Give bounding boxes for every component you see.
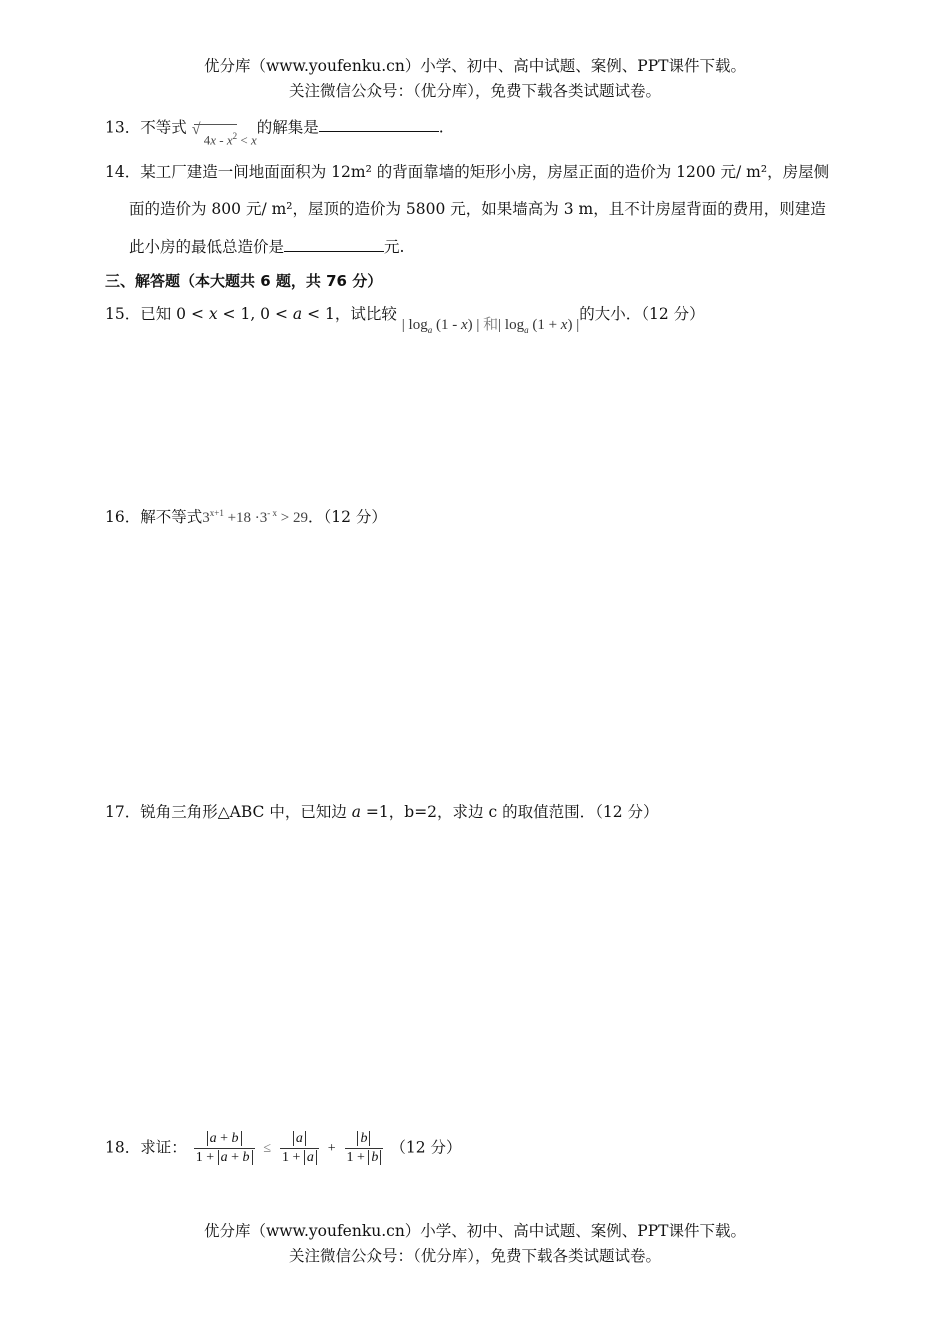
- question-text-suffix: （12 分）: [390, 1138, 462, 1157]
- question-number: 14．: [105, 163, 141, 181]
- question-text-suffix: 的大小．（12 分）: [579, 305, 705, 323]
- question-text: 已知 0 <: [140, 305, 209, 323]
- header-line-1: 优分库（www.youfenku.cn）小学、初中、高中试题、案例、PPT课件下载。: [203, 57, 747, 75]
- math-fraction-inequality: $\frac{a + b}{1 + a + b}$ ≤ $\frac{a}{1 + a}$ + $\frac{b}{1 + b}$: [192, 1130, 386, 1167]
- question-number: 15．: [105, 305, 141, 323]
- section-title: 三、解答题（本大题共 6 题，共 76 分）: [105, 272, 383, 290]
- footer-line-2: 关注微信公众号：（优分库），免费下载各类试题试卷。: [288, 1247, 661, 1265]
- period: .: [438, 118, 444, 137]
- question-text: < 1, 0 <: [217, 305, 293, 323]
- math-exponential-inequality: $3^{x+1} +18 \cdot 3^{- x} > 29$: [202, 508, 309, 526]
- question-14-line-2: 面的造价为 800 元/ m²，屋顶的造价为 5800 元，如果墙高为 3 m，且不计房屋背面的费用，则建造: [129, 200, 826, 218]
- question-text-suffix: 元.: [384, 238, 405, 256]
- and-word: 和: [483, 317, 499, 333]
- variable-a: a: [351, 803, 361, 821]
- question-13: [105, 112, 444, 148]
- math-log-compare: | $\log_a (1 - x)$ | 和| $\log_a (1 + x)$ |: [401, 317, 580, 335]
- answer-blank[interactable]: [319, 115, 439, 132]
- question-text: 求证：: [140, 1138, 187, 1157]
- question-number: 18．: [105, 1138, 141, 1157]
- question-text: 解不等式: [140, 508, 203, 526]
- question-text: 锐角三角形△ABC 中，已知边: [140, 803, 352, 821]
- answer-blank[interactable]: [284, 235, 384, 252]
- question-18: [105, 1130, 462, 1167]
- footer-line-1: 优分库（www.youfenku.cn）小学、初中、高中试题、案例、PPT课件下载。: [203, 1222, 747, 1240]
- question-15: [105, 303, 705, 335]
- variable-x: x: [208, 305, 218, 323]
- question-text: 某工厂建造一间地面面积为 12m² 的背面靠墙的矩形小房，房屋正面的造价为 1200 元/ m²，房屋侧: [140, 163, 830, 181]
- header-line-2: 关注微信公众号：（优分库），免费下载各类试题试卷。: [288, 82, 661, 100]
- question-text: 不等式: [140, 118, 187, 137]
- question-text: 此小房的最低总造价是: [129, 238, 285, 256]
- question-14-line-1: [105, 161, 829, 183]
- question-number: 16．: [105, 508, 141, 526]
- question-14-line-3: [129, 235, 404, 258]
- question-text-suffix: 的解集是: [256, 118, 319, 137]
- question-17: [105, 801, 658, 823]
- question-number: 17．: [105, 803, 141, 821]
- question-text-suffix: ．（12 分）: [308, 508, 387, 526]
- question-text-suffix: =1，b=2，求边 c 的取值范围．（12 分）: [361, 803, 659, 821]
- variable-a: a: [292, 305, 303, 323]
- question-number: 13．: [105, 118, 141, 137]
- question-text: < 1，试比较: [302, 305, 397, 323]
- math-sqrt-inequality: √ $4x - x^2 < x$: [192, 124, 257, 151]
- question-16: [105, 502, 387, 529]
